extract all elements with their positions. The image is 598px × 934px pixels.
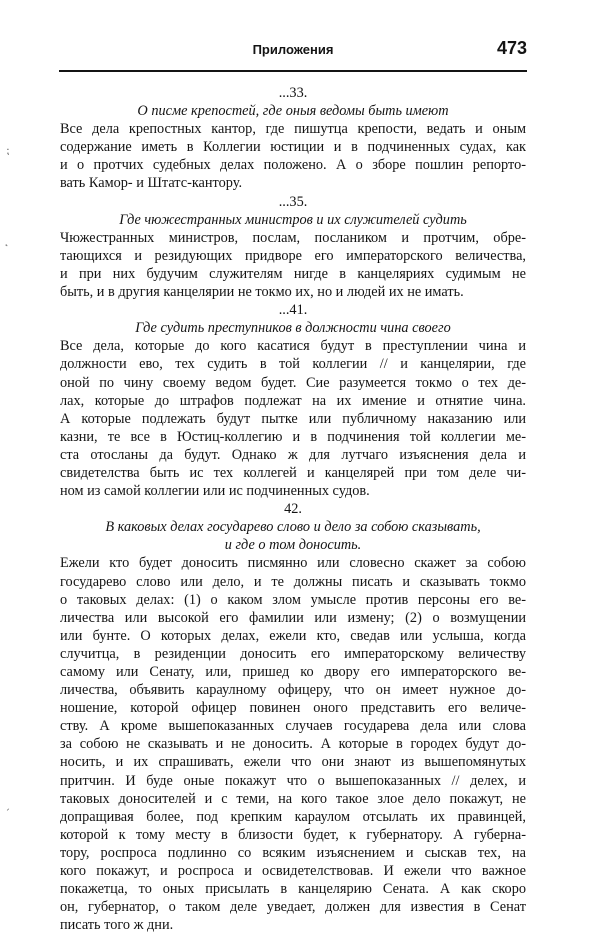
text-line: которой к тому месту в близости будет, к губернатору. А губерна-: [60, 826, 526, 843]
section-title-line: В каковых делах государево слово и дело за собою сказывать,: [105, 519, 481, 536]
text-line: и при них будучим служителям нигде в канцеляриях судимым не: [60, 265, 526, 282]
text-line: тору, роспроса подлинно со всяким изъяснением и сыскав тех, на: [60, 844, 526, 861]
section-paragraph: [60, 229, 526, 301]
text-line: таковых доносителей и с теми, на кого такое злое дело покажут, не: [60, 790, 526, 807]
text-line: должности ево, тех судить в той коллегии // и канцелярии, где: [60, 356, 526, 373]
section-title: [60, 319, 526, 337]
text-line: случитца, в резиденции доносить его императорскому величеству: [60, 645, 526, 662]
section-title-line: Где судить преступников в должности чина своего: [135, 320, 451, 337]
text-line: кого покажут, и роспроса и освидетелствовав. И ежели что важное: [60, 863, 526, 880]
section-title-line: О писме крепостей, где оныя ведомы быть имеют: [137, 103, 449, 120]
text-line: вать Камор- и Штатс-кантору.: [60, 175, 243, 192]
text-line: он, губернатор, о таком деле уведает, должен для известия в Сенат: [60, 899, 526, 916]
section-paragraph: [60, 554, 526, 934]
margin-speck: ˏ: [5, 800, 10, 811]
text-line: Все дела крепостных кантор, где пишутца крепости, ведать и оным: [60, 121, 526, 138]
text-line: самому или Сенату, или, пришед ко двору его императорского ве-: [60, 664, 526, 680]
text-line: ном из самой коллегии или ис подчиненных судов.: [60, 483, 370, 500]
text-line: покажетца, то оных присылать в канцелярию Сената. А как скоро: [60, 881, 526, 898]
text-line: казни, те все в Юстиц-коллегию и в подчинения той коллегии ме-: [60, 428, 526, 445]
text-line: ству. А кроме вышепоказанных случаев государева дела или слова: [60, 718, 526, 735]
section-number: 42.: [284, 501, 302, 518]
text-line: личества, объявить караулному офицеру, что он имеет нужное до-: [60, 682, 526, 699]
section-title: [60, 211, 526, 229]
section-title: [60, 518, 526, 554]
text-line: допращивая более, под крепким караулом отсылать их правинцей,: [60, 808, 526, 825]
text-line: быть, и в другия канцелярии не токмо их, но и людей их не имать.: [60, 284, 464, 301]
text-line: ношение, которой офицер повинен оного представить его величе-: [60, 700, 526, 717]
article-section: [60, 500, 526, 934]
section-paragraph: [60, 337, 526, 500]
page-number: 473: [496, 38, 527, 58]
section-title-line: и где о том доносить.: [224, 537, 362, 554]
text-line: ста отосланы да будут. Однако ж для лутчаго изъяснения дела и: [60, 446, 526, 463]
text-line: Ежели кто будет доносить писмянно или словесно скажет за собою: [60, 555, 526, 572]
text-line: притчин. И буде оные покажут что о вышепоказанных // делех, и: [60, 772, 526, 789]
body-text: [60, 84, 526, 934]
text-line: писать того ж дни.: [60, 917, 174, 934]
text-line: личества или высокой его фамилии или измену; (2) о возмущении: [60, 609, 526, 626]
section-title: [60, 102, 526, 120]
text-line: государево слово или дело, и те должны писать и сказывать токмо: [60, 573, 526, 590]
text-line: о таковых делах: (1) о каком злом умысле против персоны его ве-: [60, 591, 526, 608]
text-line: Чюжестранных министров, послам, послаником и протчим, обре-: [60, 229, 526, 246]
article-section: [60, 301, 526, 500]
running-title: Приложения: [252, 42, 334, 57]
text-line: оной по чину своему ведом будет. Сие разумеется токмо о тех де-: [60, 374, 526, 391]
text-line: свидетелства быть ис тех коллегей и канцелярей при том деле чи-: [60, 464, 526, 481]
text-line: или бунте. О которых делах, ежели кто, сведав или услыша, когда: [60, 627, 526, 644]
section-number: ...35.: [278, 193, 308, 210]
text-line: лах, которые до штрафов подлежат на их имение и отнятие чина.: [60, 392, 526, 409]
text-line: за собою не сказывать и не доносить. А которые в городех будут до-: [60, 736, 526, 753]
header-rule: [59, 70, 527, 72]
running-head: [59, 38, 527, 68]
section-paragraph: [60, 120, 526, 192]
section-title-line: Где чюжестранных министров и их служителей судить: [119, 211, 467, 228]
text-line: А которые подлежать будут пытке или публичному наказанию или: [60, 410, 526, 427]
text-line: содержание иметь в Коллегии юстиции и в подчиненных судах, как: [60, 139, 526, 156]
article-section: [60, 84, 526, 193]
margin-speck: ⁏: [6, 146, 10, 157]
text-line: носить, и их спрашивать, ежели что они знают из вышепомянутых: [60, 754, 526, 771]
text-line: и о протчих судебных делах положено. А о зборе пошлин репорто-: [60, 157, 526, 174]
section-number: ...41.: [278, 302, 308, 319]
article-section: [60, 193, 526, 302]
text-line: тающихся и резидующих придворе его императорского величества,: [60, 247, 526, 264]
margin-speck: ˛: [4, 236, 9, 247]
text-line: Все дела, которые до кого касатися будут в преступлении чина и: [60, 338, 526, 355]
section-number: ...33.: [278, 85, 308, 101]
